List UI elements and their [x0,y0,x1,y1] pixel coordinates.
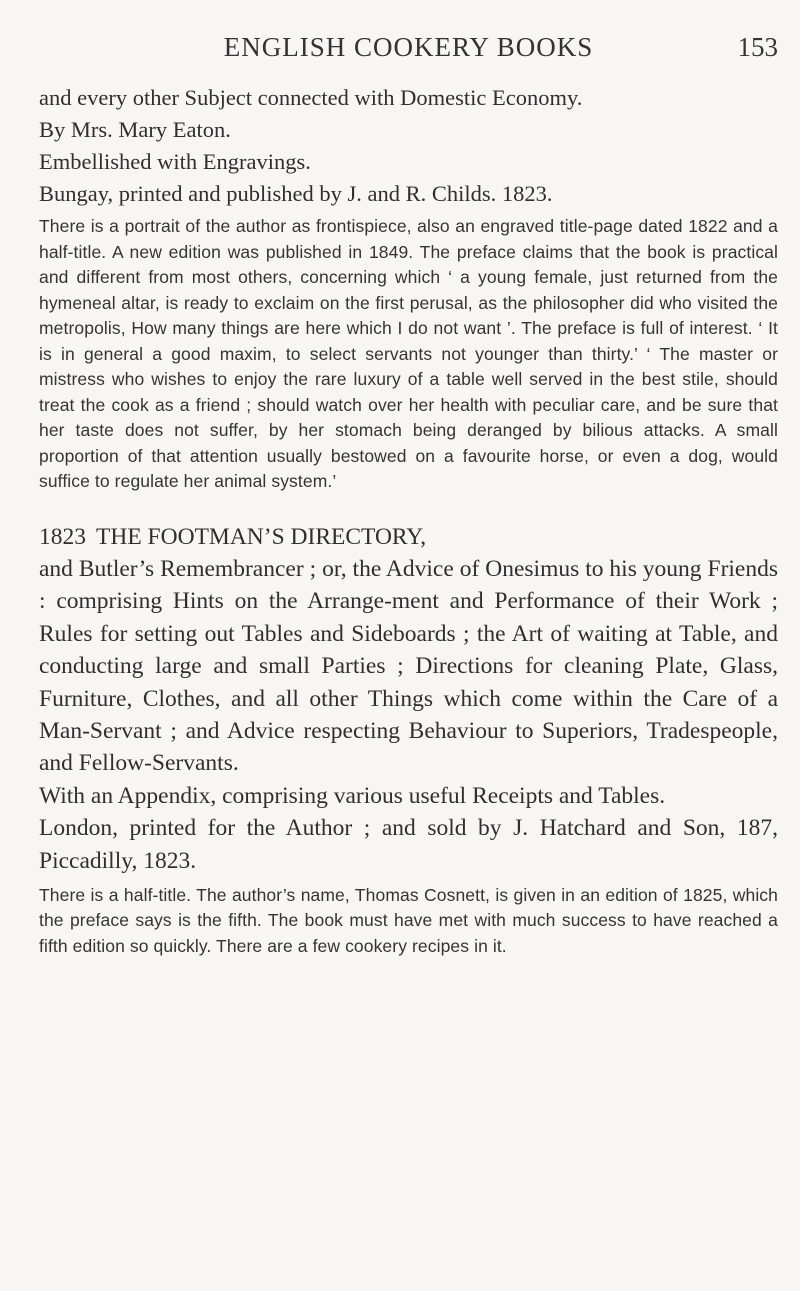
entry-footmans-directory [39,521,778,877]
running-title: ENGLISH COOKERY BOOKS [223,32,594,62]
entry-eaton-continuation [39,82,778,210]
entry-title: THE FOOTMAN’S DIRECTORY, [96,523,427,550]
entry-imprint: London, printed for the Author ; and sold by J. Hatchard and Son, 187, Piccadilly, 1823. [39,815,778,874]
running-head [39,0,778,82]
entry-appendix: With an Appendix, comprising various useful Receipts and Tables. [39,782,666,809]
entry-description: and Butler’s Remembrancer ; or, the Advice of Onesimus to his young Friends : comprising Hints on the Arrange-ment and Performance of their Work ; Rules for setting out Tables and Sideboards ; the Art of waiting at Table, and conducting large and small Parties ; Directions for cleaning Plate, Glass, Furniture, Clothes, and all other Things which come within the Care of a Man-Servant ; and Advice respecting Behaviour to Superiors, Tradespeople, and Fellow-Servants. [39,555,778,777]
entry-footmans-directory-note: There is a half-title. The author’s name, Thomas Cosnett, is given in an edition of 1825, which the preface says is the fifth. The book must have met with much success to have reached a fifth edition so quickly. There are a few cookery recipes in it. [39,884,778,956]
entry-year: 1823 [39,523,86,550]
entry-line: and every other Subject connected with Domestic Economy. [39,85,583,110]
page-number: 153 [737,32,778,62]
entry-line: Bungay, printed and published by J. and R. Childs. 1823. [39,181,553,206]
entry-eaton-note: There is a portrait of the author as frontispiece, also an engraved title-page dated 1822 and a half-title. A new edition was published in 1849. The preface claims that the book is practical and different from most others, concerning which ‘ a young female, just returned from the hymeneal altar, is ready to exclaim on the first perusal, as the philosopher did who visited the metropolis, How many things are here which I do not want ’. The preface is full of interest. ‘ It is in general a good maxim, to select servants not younger than thirty.’ ‘ The master or mistress who wishes to enjoy the rare luxury of a table well served in the best stile, should treat the cook as a friend ; should watch over her health with peculiar care, and be sure that her taste does not suffer, by her stomach being deranged by bilious attacks. A small proportion of that attention usually bestowed on a favourite horse, or even a dog, would suffice to regulate her animal system.’ [39,216,778,491]
entry-heading [39,521,778,553]
entry-line: By Mrs. Mary Eaton. [39,117,231,142]
entry-line: Embellished with Engravings. [39,149,311,174]
